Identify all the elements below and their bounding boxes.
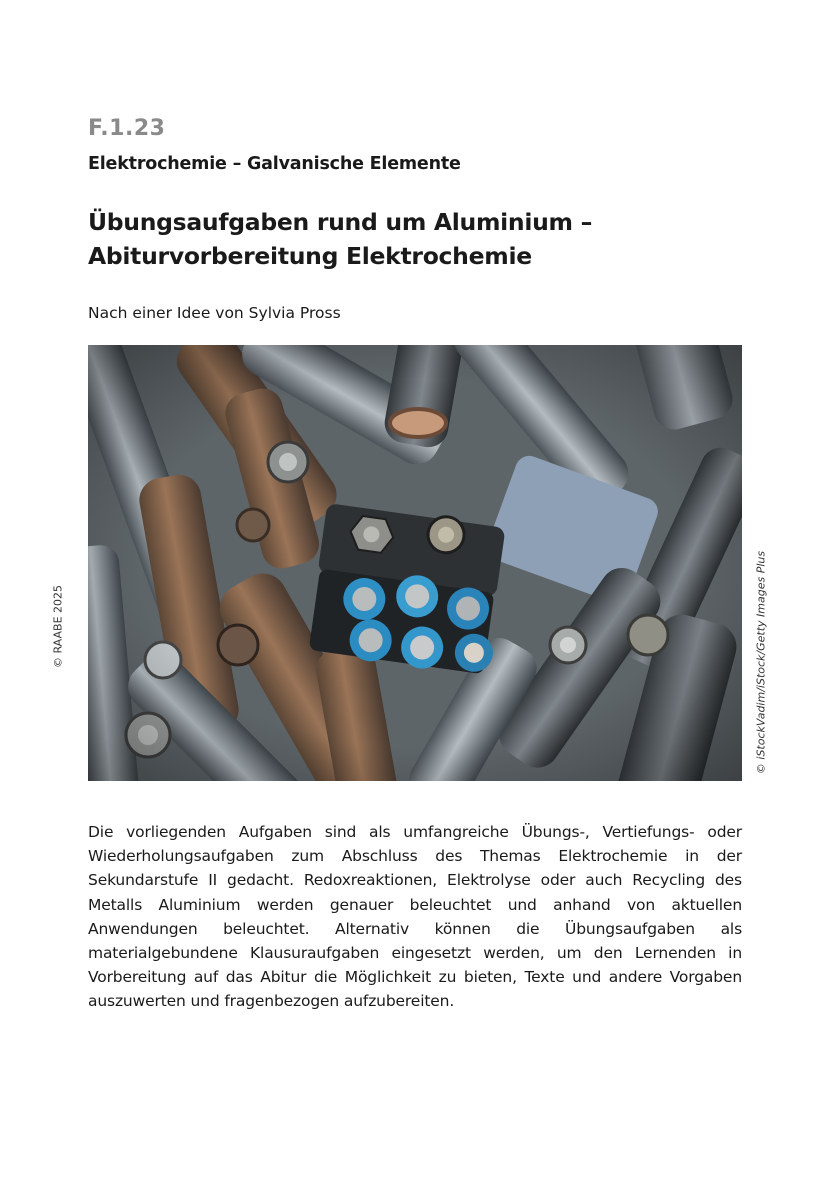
- photo-credit: © iStockVadim/iStock/Getty Images Plus: [754, 550, 768, 775]
- document-title: Übungsaufgaben rund um Aluminium – Abiturvorbereitung Elektrochemie: [88, 208, 593, 270]
- intro-paragraph: Die vorliegenden Aufgaben sind als umfangreiche Übungs-, Vertiefungs- oder Wiederholungsaufgaben zum Abschluss des Themas Elektrochemie in der Sekundarstufe II gedacht. Redoxreaktionen, Elektrolyse oder auch Recycling des Metalls Aluminium werden genauer beleuchtet und anhand von aktuellen Anwendungen beleuchtet. Alternativ können die Übungsaufgaben als materialgebundene Klausuraufgaben eingesetzt werden, um den Lernenden in Vorbereitung auf das Abitur die Möglichkeit zu bieten, Texte und andere Vorgaben auszuwerten und fragenbezogen aufzubereiten.: [88, 823, 742, 1011]
- document-code: F.1.23: [88, 116, 166, 141]
- used-batteries-photo: [88, 345, 742, 781]
- batteries-photo: [88, 345, 742, 781]
- document-subtitle: Elektrochemie – Galvanische Elemente: [88, 154, 461, 174]
- copyright-note: © RAABE 2025: [51, 584, 65, 669]
- author-line: Nach einer Idee von Sylvia Pross: [88, 304, 341, 322]
